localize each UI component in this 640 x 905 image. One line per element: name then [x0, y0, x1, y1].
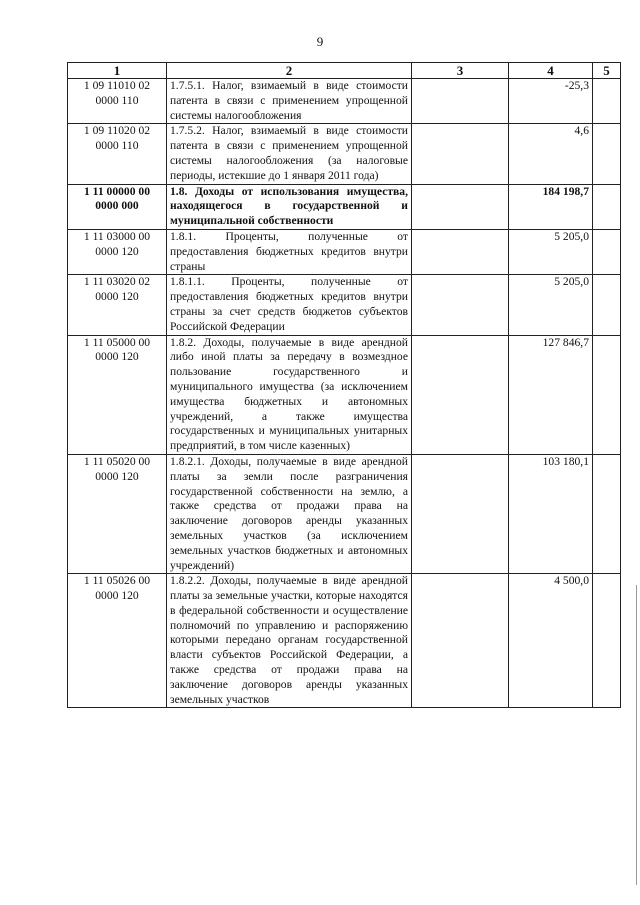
- row-amount: 184 198,7: [509, 184, 593, 229]
- table-row: [68, 574, 621, 708]
- table-row: [68, 229, 621, 274]
- row-col-5: [593, 184, 621, 229]
- budget-table: [67, 62, 621, 708]
- table-row-section: [68, 184, 621, 229]
- row-code: 1 11 05000 00 0000 120: [68, 335, 167, 454]
- row-amount: 5 205,0: [509, 229, 593, 274]
- row-description: 1.7.5.1. Налог, взимаемый в виде стоимости патента в связи с применением упрощенной системы налогообложения: [167, 79, 412, 124]
- row-code: 1 11 03020 02 0000 120: [68, 275, 167, 335]
- row-amount: 103 180,1: [509, 454, 593, 573]
- header-col-3: 3: [412, 63, 509, 79]
- row-col-3: [412, 454, 509, 573]
- row-code: 1 09 11010 02 0000 110: [68, 79, 167, 124]
- table-row: [68, 335, 621, 454]
- row-col-5: [593, 124, 621, 184]
- row-col-3: [412, 335, 509, 454]
- row-code: 1 11 03000 00 0000 120: [68, 229, 167, 274]
- row-col-3: [412, 229, 509, 274]
- row-col-5: [593, 574, 621, 708]
- row-description: 1.8.2.1. Доходы, получаемые в виде арендной платы за земли после разграничения государственной собственности на землю, а также средства от продажи права на заключение договоров аренды указанных земельных участков (за исключением земельных участков бюджетных и автономных учреждений): [167, 454, 412, 573]
- row-col-3: [412, 275, 509, 335]
- row-amount: 4 500,0: [509, 574, 593, 708]
- row-description: 1.8.1. Проценты, полученные от предоставления бюджетных кредитов внутри страны: [167, 229, 412, 274]
- row-code: 1 11 00000 00 0000 000: [68, 184, 167, 229]
- table-row: [68, 124, 621, 184]
- row-description: 1.8.2. Доходы, получаемые в виде арендной либо иной платы за передачу в возмездное пользование государственного и муниципального имущества (за исключением имущества бюджетных и автономных учреждений, а также имущества государственных и муниципальных унитарных предприятий, в том числе казенных): [167, 335, 412, 454]
- scan-edge-line: [636, 585, 637, 885]
- table-row: [68, 454, 621, 573]
- table-row: [68, 275, 621, 335]
- header-col-2: 2: [167, 63, 412, 79]
- row-amount: -25,3: [509, 79, 593, 124]
- row-code: 1 09 11020 02 0000 110: [68, 124, 167, 184]
- row-amount: 5 205,0: [509, 275, 593, 335]
- row-code: 1 11 05020 00 0000 120: [68, 454, 167, 573]
- header-row: [68, 63, 621, 79]
- row-amount: 4,6: [509, 124, 593, 184]
- row-col-3: [412, 574, 509, 708]
- table-row: [68, 79, 621, 124]
- row-col-5: [593, 335, 621, 454]
- header-col-1: 1: [68, 63, 167, 79]
- row-col-5: [593, 454, 621, 573]
- row-col-5: [593, 229, 621, 274]
- header-col-4: 4: [509, 63, 593, 79]
- row-description: 1.7.5.2. Налог, взимаемый в виде стоимости патента в связи с применением упрощенной системы налогообложения (за налоговые периоды, истекшие до 1 января 2011 года): [167, 124, 412, 184]
- row-col-3: [412, 79, 509, 124]
- row-amount: 127 846,7: [509, 335, 593, 454]
- row-description: 1.8. Доходы от использования имущества, находящегося в государственной и муниципальной собственности: [167, 184, 412, 229]
- row-description: 1.8.2.2. Доходы, получаемые в виде арендной платы за земельные участки, которые находятся в федеральной собственности и осуществление полномочий по управлению и распоряжению которыми передано органам государственной власти субъектов Российской Федерации, а также средства от продажи права на заключение договоров аренды указанных земельных участков: [167, 574, 412, 708]
- row-col-5: [593, 79, 621, 124]
- row-col-3: [412, 184, 509, 229]
- header-col-5: 5: [593, 63, 621, 79]
- row-col-5: [593, 275, 621, 335]
- row-code: 1 11 05026 00 0000 120: [68, 574, 167, 708]
- page-number: 9: [316, 34, 324, 49]
- row-col-3: [412, 124, 509, 184]
- row-description: 1.8.1.1. Проценты, полученные от предоставления бюджетных кредитов внутри страны за счет средств бюджетов субъектов Российской Федерации: [167, 275, 412, 335]
